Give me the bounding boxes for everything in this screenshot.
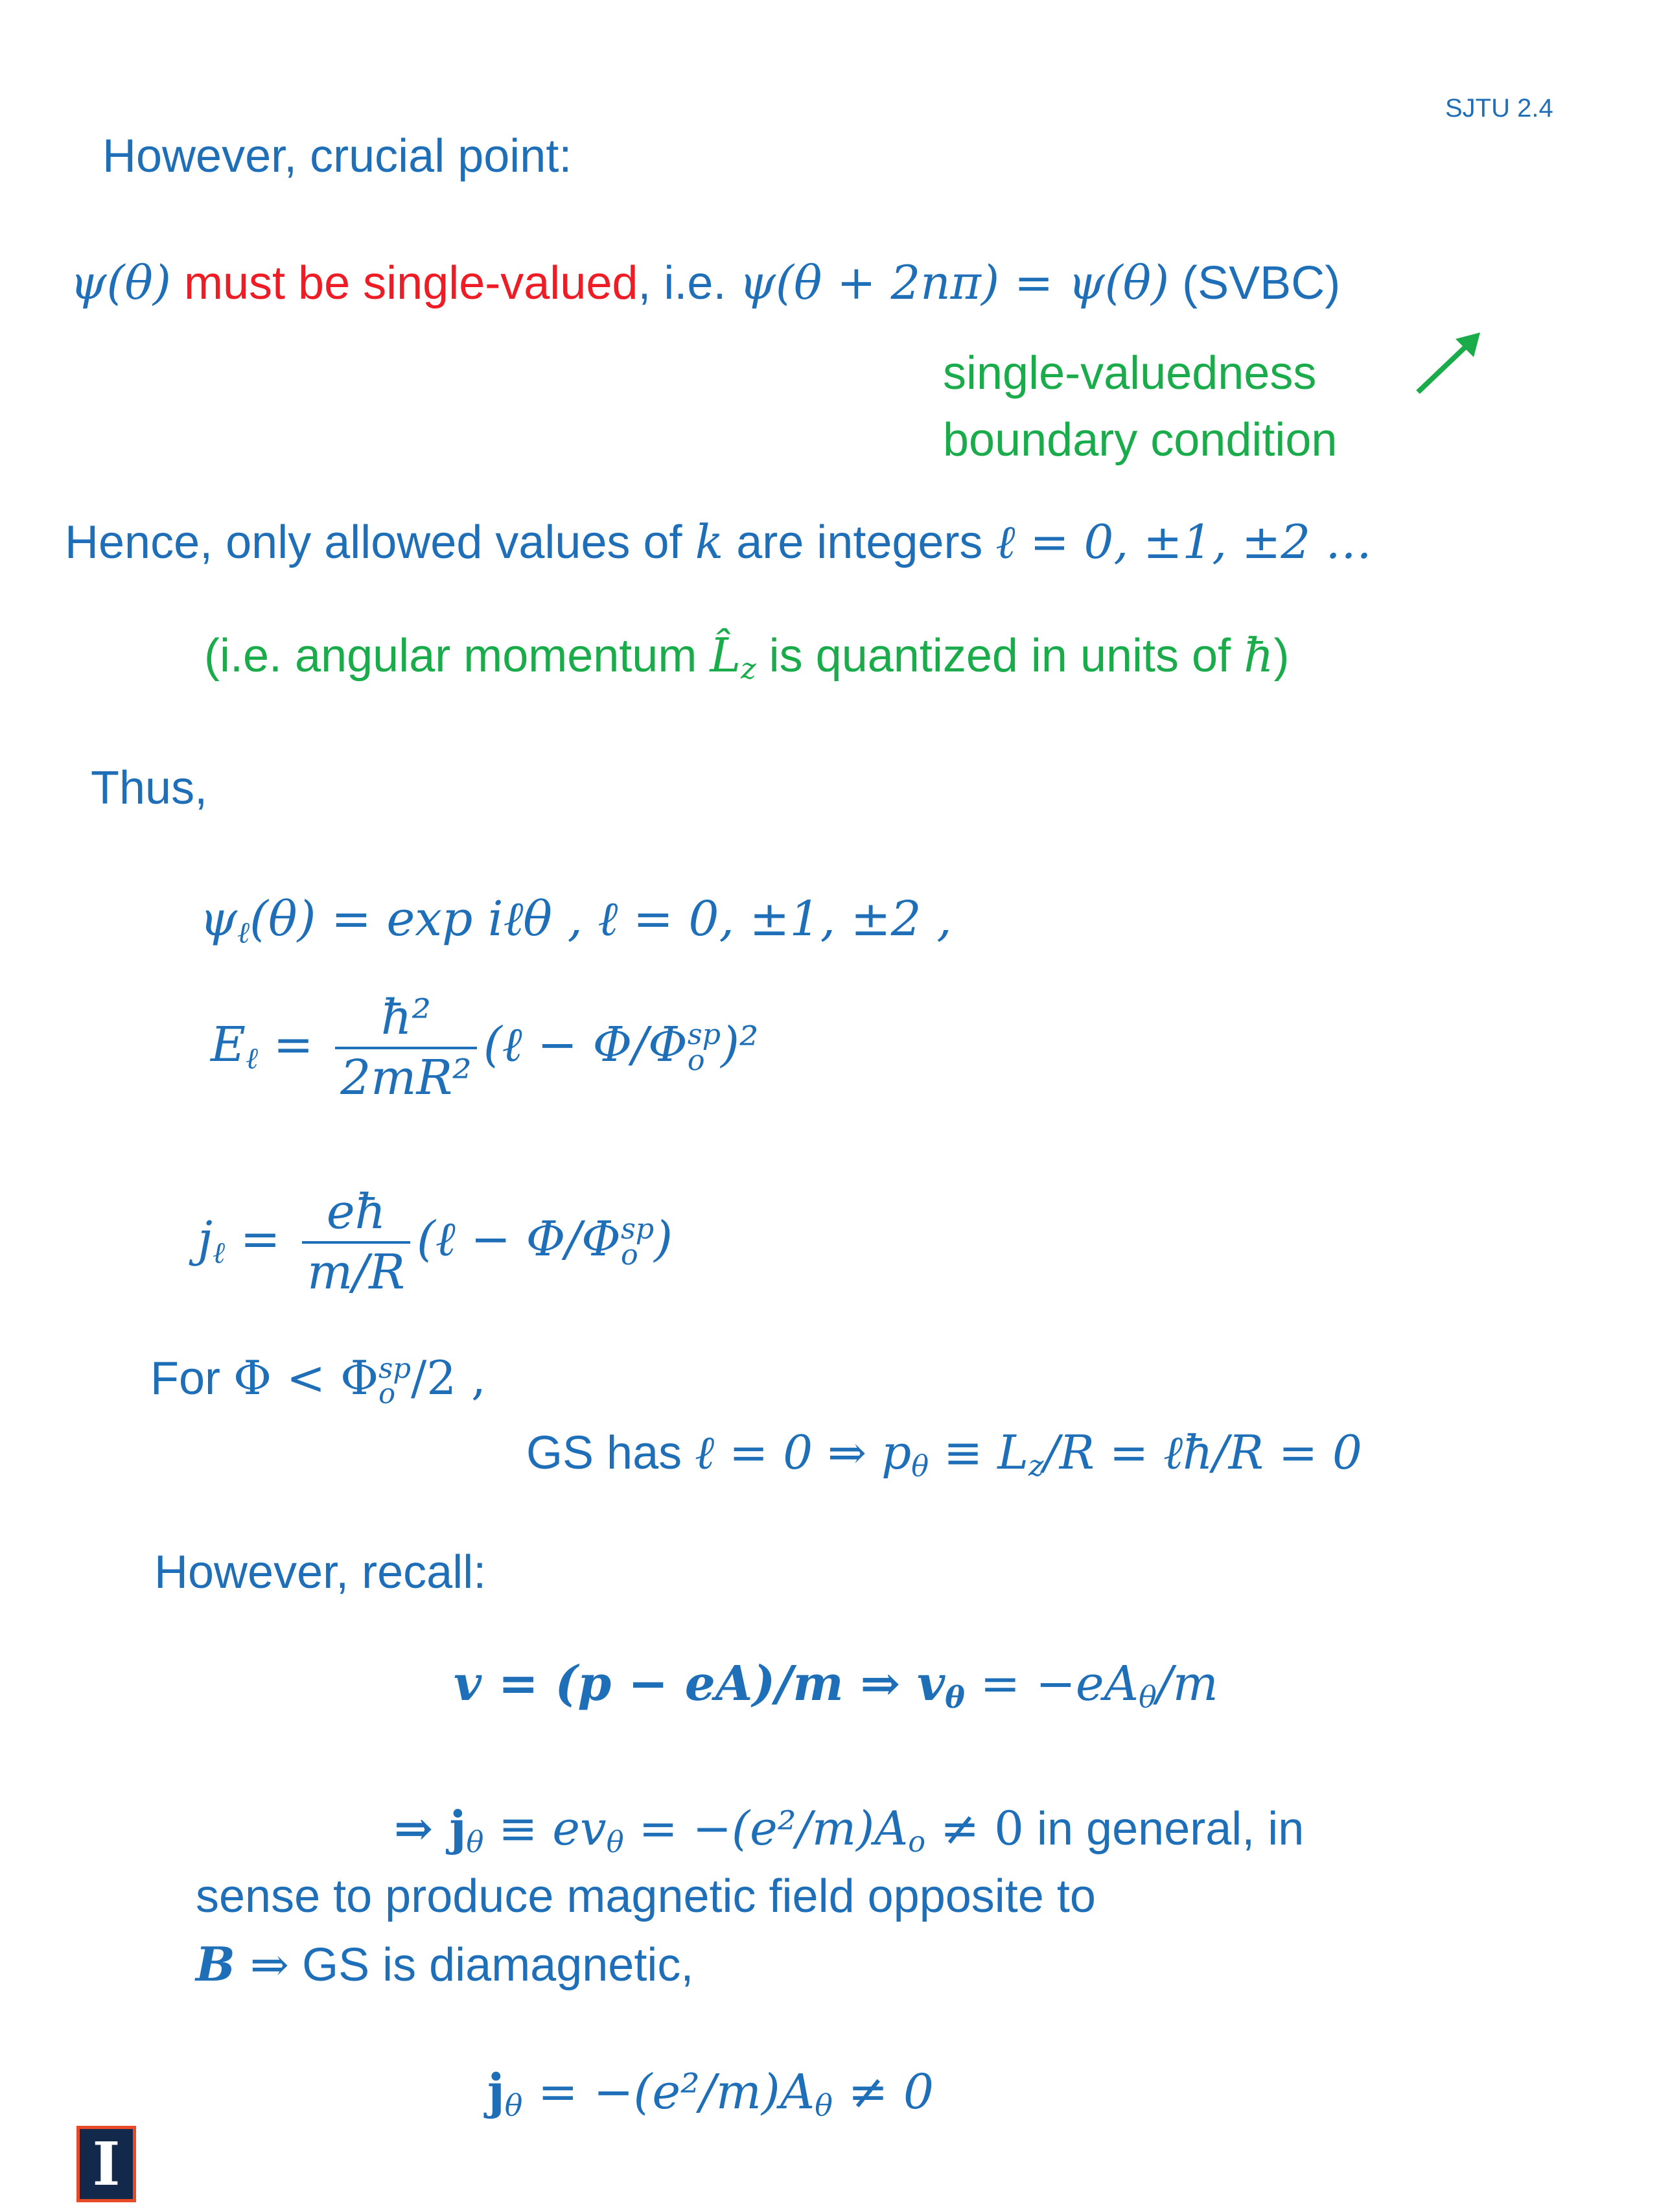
current-sub: θ	[466, 1825, 484, 1859]
psi-theta: ψ(θ)	[70, 255, 171, 310]
arrow-icon	[1413, 327, 1484, 399]
thus-label: Thus,	[91, 762, 208, 814]
final-expr: j	[487, 2064, 505, 2120]
current-expr4: ≠ 0	[925, 1801, 1024, 1856]
final-expr2: = −(e²/m)A	[522, 2064, 815, 2120]
eq-energy-phi-sub: o	[687, 1044, 705, 1078]
final-sub2: θ	[815, 2088, 833, 2123]
university-logo	[76, 2126, 136, 2202]
eq-current-close: )	[654, 1211, 673, 1267]
eq-current-lhs: j	[198, 1211, 213, 1267]
hence-text: Hence, only allowed values of	[65, 517, 695, 568]
gs-expr2: ≡ L	[929, 1425, 1029, 1480]
eq-energy-eq: =	[258, 1016, 314, 1073]
gs-sub2: z	[1028, 1449, 1044, 1484]
quantized-close: )	[1273, 630, 1290, 682]
lz-sub: z	[741, 652, 756, 686]
eq-current-phi-sup: sp	[620, 1213, 655, 1246]
eq-energy-lhs: E	[211, 1016, 246, 1073]
eq-velocity	[454, 1656, 1218, 1714]
eq-current	[198, 1186, 673, 1299]
heading-crucial-point: However, crucial point:	[102, 130, 572, 182]
velocity-expr: v = (p − eA)/m ⇒ v	[454, 1656, 946, 1712]
hbar-symbol: ħ	[1244, 628, 1274, 682]
for-tail: /2 ,	[410, 1351, 486, 1405]
eq-current-sub: ℓ	[212, 1235, 226, 1270]
eq-psi-sub: ℓ	[237, 914, 250, 950]
single-valued-text: must be single-valued	[184, 257, 638, 309]
current-sub3: o	[908, 1825, 926, 1859]
eq-energy-den: 2mR²	[340, 1050, 472, 1106]
eq-current-phi-sub: o	[620, 1239, 638, 1272]
for-phi-sup: sp	[378, 1353, 411, 1386]
eq-energy-phi-scripts	[687, 1018, 721, 1078]
current-expr: ⇒ j	[394, 1800, 467, 1856]
eq-current-paren: (ℓ − Φ/Φ	[416, 1211, 621, 1267]
current-sub2: θ	[606, 1825, 624, 1859]
hence-line	[65, 515, 1372, 570]
diamagnetic-line	[196, 1938, 693, 1992]
final-expr3: ≠ 0	[832, 2064, 934, 2120]
hence-text2: are integers	[723, 517, 996, 568]
for-phi-scripts	[378, 1353, 411, 1410]
k-symbol: k	[695, 515, 724, 569]
eq-psi-lhs: ψ	[200, 891, 238, 947]
eq-energy-num: ħ²	[335, 992, 477, 1049]
ie-text: , i.e.	[638, 257, 739, 309]
heading-recall: However, recall:	[154, 1546, 487, 1598]
b-arrow: ⇒	[235, 1937, 290, 1992]
allowed-values: ℓ = 0, ±1, ±2 …	[995, 515, 1373, 569]
current-expr3: = −(e²/m)A	[623, 1801, 909, 1856]
svbc-tag: (SVBC)	[1169, 257, 1341, 309]
annotation-line2: boundary condition	[943, 414, 1338, 466]
eq-energy-sub: ℓ	[246, 1040, 259, 1076]
quantized-text: (i.e. angular momentum	[204, 630, 710, 682]
current-general-line	[394, 1802, 1304, 1859]
current-text: in general, in	[1024, 1803, 1305, 1855]
lz-operator: L̂	[710, 628, 741, 682]
gs-expr: ℓ = 0 ⇒ p	[695, 1425, 912, 1480]
b-symbol: B	[196, 1937, 235, 1992]
gs-line	[526, 1426, 1362, 1483]
quantized-line	[204, 629, 1289, 686]
for-text: For	[150, 1353, 234, 1404]
final-sub: θ	[504, 2088, 523, 2123]
eq-final-current	[487, 2064, 934, 2123]
velocity-sub2: θ	[1139, 1679, 1157, 1715]
gs-sub: θ	[911, 1449, 929, 1484]
svbc-equation: ψ(θ + 2nπ) = ψ(θ)	[739, 255, 1170, 310]
current-expr2: ≡ ev	[483, 1801, 607, 1856]
quantized-text2: is quantized in units of	[756, 630, 1244, 682]
sense-line: sense to produce magnetic field opposite to	[196, 1870, 1096, 1922]
velocity-sub: θ	[945, 1679, 965, 1715]
eq-energy-paren: (ℓ − Φ/Φ	[483, 1016, 688, 1073]
eq-current-eq: =	[225, 1211, 281, 1267]
eq-current-phi-scripts	[620, 1213, 655, 1272]
for-phi-line	[150, 1351, 486, 1410]
gs-text: GS has	[526, 1427, 695, 1479]
diamagnetic-text: GS is diamagnetic,	[289, 1939, 694, 1991]
eq-wavefunction	[200, 891, 952, 949]
velocity-expr2: = −eA	[964, 1656, 1139, 1712]
eq-energy-close: )²	[721, 1016, 759, 1073]
eq-current-fraction	[302, 1186, 410, 1299]
eq-energy	[211, 992, 759, 1105]
eq-energy-fraction	[335, 992, 477, 1105]
eq-energy-phi-sup: sp	[687, 1018, 721, 1052]
svbc-line	[70, 256, 1340, 310]
for-expr: Φ < Φ	[233, 1351, 379, 1405]
slide-number: SJTU 2.4	[1445, 94, 1553, 122]
eq-psi-rhs: (θ) = exp iℓθ , ℓ = 0, ±1, ±2 ,	[249, 891, 952, 947]
annotation-line1: single-valuedness	[943, 347, 1317, 399]
eq-current-den: m/R	[307, 1244, 405, 1301]
gs-expr3: /R = ℓħ/R = 0	[1043, 1425, 1362, 1480]
logo-letter: I	[92, 2129, 121, 2199]
for-phi-sub: o	[378, 1377, 396, 1410]
eq-current-num: eħ	[302, 1186, 410, 1244]
velocity-expr3: /m	[1156, 1656, 1218, 1712]
